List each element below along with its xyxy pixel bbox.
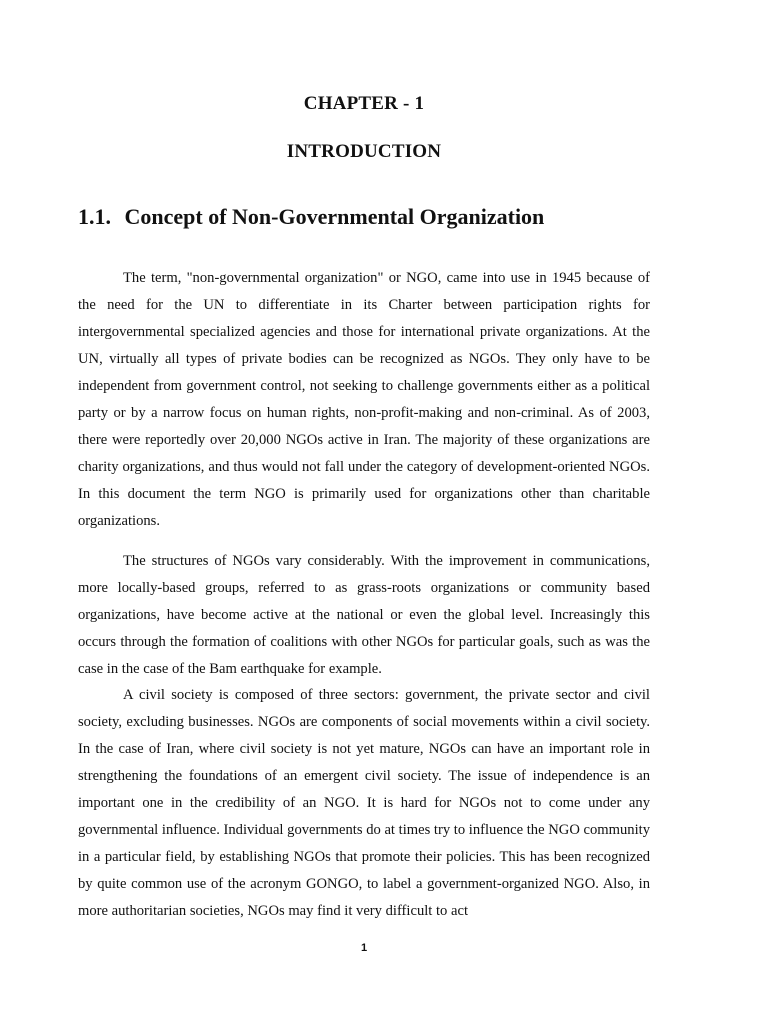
body-paragraph: A civil society is composed of three sectors: government, the private sector and civil society, excluding businesses. NGOs are components of social movements within a civil society. In the case of Iran, where civil society is not yet mature, NGOs can have an important role in strengthening the foundations of an emergent civil society. The issue of independence is an important one in the credibility of an NGO. It is hard for NGOs not to come under any governmental influence. Individual governments do at times try to influence the NGO community in a particular field, by establishing NGOs that promote their policies. This has been recognized by quite common use of the acronym GONGO, to label a government-organized NGO. Also, in more authoritarian societies, NGOs may find it very difficult to act <box>78 687 650 919</box>
body-paragraph: The structures of NGOs vary considerably. With the improvement in communications, more locally-based groups, referred to as grass-roots organizations or community based organizations, have become active at the national or even the global level. Increasingly this occurs through the formation of coalitions with other NGOs for particular goals, such as was the case in the case of the Bam earthquake for example. <box>78 553 650 677</box>
section-heading <box>78 204 544 230</box>
section-title: Concept of Non-Governmental Organization <box>124 204 545 229</box>
body-paragraph: The term, "non-governmental organization" or NGO, came into use in 1945 because of the need for the UN to differentiate in its Charter between participation rights for intergovernmental specialized agencies and those for international private organizations. At the UN, virtually all types of private bodies can be recognized as NGOs. They only have to be independent from government control, not seeking to challenge governments either as a political party or by a narrow focus on human rights, non-profit-making and non-criminal. As of 2003, there were reportedly over 20,000 NGOs active in Iran. The majority of these organizations are charity organizations, and thus would not fall under the category of development-oriented NGOs. In this document the term NGO is primarily used for organizations other than charitable organizations. <box>78 270 650 529</box>
chapter-title: INTRODUCTION <box>286 141 442 162</box>
page-number: 1 <box>360 942 368 954</box>
chapter-label: CHAPTER - 1 <box>303 93 425 114</box>
section-number: 1.1. <box>78 204 111 229</box>
